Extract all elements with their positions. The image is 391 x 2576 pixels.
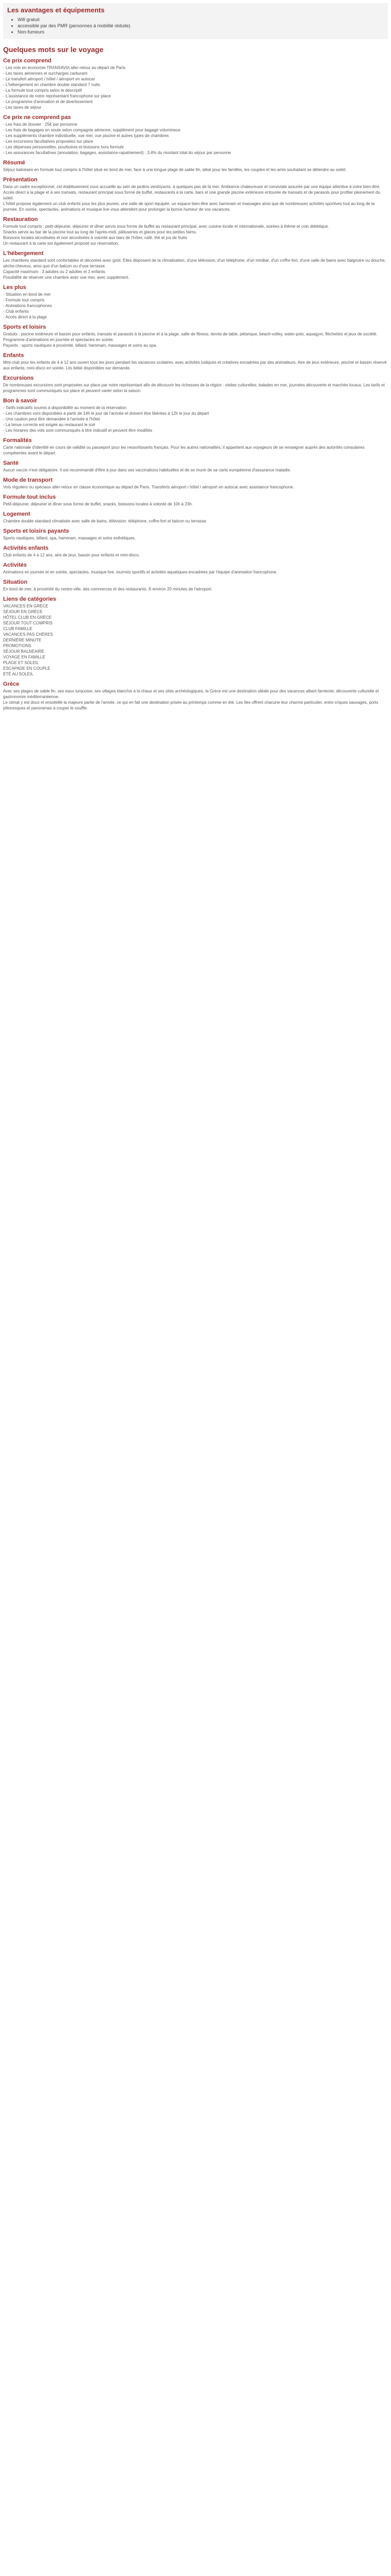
section-line: Club enfants de 4 à 12 ans, aire de jeux, bassin pour enfants et mini-disco. xyxy=(3,553,140,557)
section xyxy=(3,159,388,173)
section-heading: Restauration xyxy=(3,216,38,223)
section-line: - Club enfants xyxy=(3,309,29,314)
section-heading: Formalités xyxy=(3,437,32,444)
section-line: - Les vols en économie TRANSAVIA aller-retour au départ de Paris xyxy=(3,65,126,70)
sections xyxy=(3,57,388,711)
section-line: Formule tout compris : petit-déjeuner, déjeuner et dîner servis sous forme de buffet au restaurant principal, avec cuisine locale et internationale, soirées à thème et coin diététique. xyxy=(3,224,329,229)
section-line: - Les dépenses personnelles, pourboires et boissons hors formule xyxy=(3,145,124,149)
section-line: Petit-déjeuner, déjeuner et dîner sous forme de buffet, snacks, boissons locales à volonté de 10h à 23h. xyxy=(3,502,193,506)
section xyxy=(3,397,388,433)
section-line: PLAGE ET SOLEIL xyxy=(3,660,39,665)
section-line: - Les excursions facultatives proposées sur place xyxy=(3,139,93,144)
section-line: - Le transfert aéroport / hôtel / aéroport en autocar xyxy=(3,77,95,81)
section-line: - Accès direct à la plage xyxy=(3,315,47,319)
section-line: Aucun vaccin n'est obligatoire. Il est recommandé d'être à jour dans ses vaccinations habituelles et de se munir de sa carte européenne d'assurance maladie. xyxy=(3,468,291,472)
section-line: CLUB FAMILLE xyxy=(3,626,32,631)
section-heading: Activités xyxy=(3,562,27,568)
section-heading: Bon à savoir xyxy=(3,398,38,404)
section-heading: Résumé xyxy=(3,160,25,166)
section-line: Snacks servis au bar de la piscine tout au long de l'après-midi, pâtisseries et glaces pour les petites faims. xyxy=(3,230,197,234)
section xyxy=(3,216,388,246)
section-line: SÉJOUR EN GRÈCE xyxy=(3,609,43,614)
section-body xyxy=(3,688,388,711)
section-body xyxy=(3,184,388,212)
section-line: - Les taxes aériennes et surcharges carburant xyxy=(3,71,88,76)
section-line: Boissons locales alcoolisées et non alcoolisées à volonté aux bars de l'hôtel, café, thé et jus de fruits. xyxy=(3,235,188,240)
section-body xyxy=(3,224,388,246)
section-line: - Une caution peut être demandée à l'arrivée à l'hôtel xyxy=(3,417,100,421)
section xyxy=(3,579,388,592)
section-body xyxy=(3,360,388,371)
advantage-item: • Non-fumeurs xyxy=(18,29,384,35)
section-line: - Les frais de bagages en soute selon compagnie aérienne, supplément pour bagage volumineux xyxy=(3,128,181,132)
section-body xyxy=(3,603,388,677)
section-line: Animations en journée et en soirée, spectacles, musique live, tournois sportifs et activités aquatiques encadrées par l'équipe d'animation francophone. xyxy=(3,570,278,574)
section-line: VACANCES PAS CHÈRES xyxy=(3,632,53,637)
section xyxy=(3,250,388,280)
section-line: Avec ses plages de sable fin, ses eaux turquoise, ses villages blanchis à la chaux et ses sites archéologiques, la Grèce est une destination idéale pour des vacances alliant farniente, découverte culturelle et gastronomie méditerranéenne. xyxy=(3,689,379,699)
section-heading: Excursions xyxy=(3,375,34,381)
section xyxy=(3,57,388,110)
section-heading: Activités enfants xyxy=(3,545,49,551)
section-line: PROMOTIONS xyxy=(3,643,31,648)
section-line: Un restaurant à la carte est également proposé sur réservation. xyxy=(3,241,119,246)
section-line: ESCAPADE EN COUPLE xyxy=(3,666,51,671)
section-heading: Situation xyxy=(3,579,28,585)
section-line: - Les chambres sont disponibles à partir de 14h le jour de l'arrivée et doivent être libérées à 12h le jour du départ xyxy=(3,411,209,416)
section-line: Les chambres standard sont confortables et décorées avec goût. Elles disposent de la climatisation, d'une télévision, d'un téléphone, d'un minibar, d'un coffre-fort, d'une salle de bains avec baignoire ou douche, sèche-cheveux, ainsi que d'un balcon ou d'une terrasse. xyxy=(3,258,386,268)
section-line: - Les frais de dossier : 25€ par personne xyxy=(3,122,77,127)
section-line: - Formule tout compris xyxy=(3,298,45,302)
section-line: Vols réguliers ou spéciaux aller-retour en classe économique au départ de Paris. Transferts aéroport / hôtel / aéroport en autocar avec assistance francophone. xyxy=(3,485,294,489)
section-body xyxy=(3,292,388,320)
section-body xyxy=(3,501,388,507)
section-body xyxy=(3,552,388,558)
section-body xyxy=(3,122,388,156)
section xyxy=(3,176,388,212)
section-line: - Tarifs indicatifs soumis à disponibilité au moment de la réservation xyxy=(3,405,127,410)
section-line: DERNIÈRE MINUTE xyxy=(3,638,42,642)
section-heading: Sports et loisirs xyxy=(3,324,46,330)
section-body xyxy=(3,258,388,280)
section-line: - Les suppléments chambre individuelle, vue mer, vue piscine et autres types de chambres xyxy=(3,133,169,138)
section-body xyxy=(3,331,388,348)
section-line: Possibilité de réserver une chambre avec vue mer, avec supplément. xyxy=(3,275,129,280)
section-line: - La formule tout compris selon le descriptif xyxy=(3,88,82,93)
section-heading: L'hébergement xyxy=(3,250,44,257)
advantage-item: • accessible par des PMR (personnes à mobilité réduite) xyxy=(18,23,384,29)
section-body xyxy=(3,535,388,541)
section-body xyxy=(3,65,388,110)
section-line: De nombreuses excursions sont proposées sur place par notre représentant afin de découvrir les richesses de la région : visites culturelles, balades en mer, journées découverte et marchés locaux. Les tarifs et programmes sont communiqués sur place et peuvent varier selon la saison. xyxy=(3,383,385,393)
section-line: L'hôtel propose également un club enfants pour les plus jeunes, une salle de sport équipée, un espace bien-être avec hammam et massages ainsi que de nombreuses activités sportives tout au long de la journée. En soirée, spectacles, animations et musique live vous attendent pour prolonger la bonne humeur de vos vacances. xyxy=(3,201,375,212)
section xyxy=(3,494,388,507)
section xyxy=(3,562,388,575)
section-heading: Grèce xyxy=(3,681,20,687)
section-line: Séjour balnéaire en formule tout compris à l'hôtel situé en bord de mer, face à une longue plage de sable fin, idéal pour les familles, les couples et les amis souhaitant se détendre au soleil. xyxy=(3,167,347,172)
section-line: ÉTÉ AU SOLEIL xyxy=(3,672,34,676)
section-line: Dans un cadre exceptionnel, cet établissement vous accueille au sein de jardins verdoyants, à quelques pas de la mer. Ambiance chaleureuse et conviviale assurée par une équipe attentive à votre bien-être. Accès direct à la plage et à ses transats, restaurant principal sous forme de buffet, restaurants à la carte, bars et une grande piscine extérieure entourée de transats et de parasols pour profiter pleinement du soleil. xyxy=(3,184,381,200)
section-body xyxy=(3,518,388,524)
section-line: SÉJOUR BALNÉAIRE xyxy=(3,649,44,654)
section xyxy=(3,545,388,558)
section-heading: Ce prix ne comprend pas xyxy=(3,114,71,121)
section-heading: Santé xyxy=(3,460,19,466)
section-line: - Les taxes de séjour xyxy=(3,105,42,110)
advantage-item: • Wifi gratuit xyxy=(18,16,384,23)
section xyxy=(3,375,388,394)
section-line: - Le programme d'animation et de divertissement xyxy=(3,99,93,104)
section-body xyxy=(3,586,388,592)
section xyxy=(3,437,388,456)
section-body xyxy=(3,569,388,575)
section xyxy=(3,284,388,320)
section-line: Le climat y est doux et ensoleillé la majeure partie de l'année, ce qui en fait une destination prisée au printemps comme en été. Les îles offrent chacune leur charme particulier, entre criques sauvages, ports pittoresques et panoramas à couper le souffle. xyxy=(3,700,379,710)
section-line: Mini-club pour les enfants de 4 à 12 ans ouvert tous les jours pendant les vacances scolaires, avec activités ludiques et créatives encadrées par des animateurs. Aire de jeux extérieure, piscine et bassin réservé aux enfants, mini-disco en soirée. Lits bébé disponibles sur demande. xyxy=(3,360,387,370)
section-body xyxy=(3,467,388,473)
section-line: Sports nautiques, billard, spa, hammam, massages et soins esthétiques. xyxy=(3,536,136,540)
section-line: - L'hébergement en chambre double standard 7 nuits xyxy=(3,82,100,87)
section xyxy=(3,681,388,711)
section-body xyxy=(3,167,388,173)
section-heading: Les plus xyxy=(3,284,26,291)
section-line: VOYAGE EN FAMILLE xyxy=(3,655,45,659)
advantages-list xyxy=(7,16,384,35)
section-line: HÔTEL CLUB EN GRÈCE xyxy=(3,615,52,620)
section-heading: Enfants xyxy=(3,352,24,359)
section-line: - Les horaires des vols sont communiqués à titre indicatif et peuvent être modifiés xyxy=(3,428,153,433)
section-line: VACANCES EN GRÈCE xyxy=(3,604,48,608)
section-body xyxy=(3,382,388,394)
section-heading: Ce prix comprend xyxy=(3,58,52,64)
advantages-title: Les avantages et équipements xyxy=(7,6,105,14)
section-heading: Mode de transport xyxy=(3,477,53,483)
section-line: Gratuits : piscine extérieure et bassin pour enfants, transats et parasols à la piscine et à la plage, salle de fitness, tennis de table, pétanque, beach-volley, water-polo, aquagym, fléchettes et jeux de société. Programme d'animations en journée et spectacles en soirée. xyxy=(3,332,378,342)
section-line: En bord de mer, à proximité du centre-ville, des commerces et des restaurants. À environ 20 minutes de l'aéroport. xyxy=(3,587,213,591)
main-content xyxy=(0,41,391,720)
section xyxy=(3,596,388,677)
main-title: Quelques mots sur le voyage xyxy=(3,45,104,54)
section xyxy=(3,352,388,371)
section-body xyxy=(3,484,388,490)
section-body xyxy=(3,405,388,433)
section-line: - Animations francophones xyxy=(3,303,52,308)
section-heading: Logement xyxy=(3,511,30,517)
section-heading: Formule tout inclus xyxy=(3,494,56,500)
advantages-box xyxy=(3,3,388,39)
section xyxy=(3,114,388,156)
section-line: - Situation en bord de mer xyxy=(3,292,51,297)
section-body xyxy=(3,445,388,456)
section xyxy=(3,324,388,348)
section-line: - L'assistance de notre représentant francophone sur place xyxy=(3,94,111,98)
section xyxy=(3,460,388,473)
section xyxy=(3,528,388,541)
section-line: Carte nationale d'identité en cours de validité ou passeport pour les ressortissants français. Pour les autres nationalités, il appartient aux voyageurs de se renseigner auprès des autorités consulaires compétentes avant le départ. xyxy=(3,445,365,455)
page xyxy=(0,0,391,720)
section-line: SÉJOUR TOUT COMPRIS xyxy=(3,621,53,625)
section-heading: Présentation xyxy=(3,177,38,183)
section-heading: Liens de catégories xyxy=(3,596,56,602)
section xyxy=(3,477,388,490)
section-line: Capacité maximum : 3 adultes ou 2 adultes et 2 enfants. xyxy=(3,269,106,274)
section-line: Payants : sports nautiques à proximité, billard, hammam, massages et soins au spa. xyxy=(3,343,157,348)
section xyxy=(3,511,388,524)
section-heading: Sports et loisirs payants xyxy=(3,528,69,534)
section-line: Chambre double standard climatisée avec salle de bains, télévision, téléphone, coffre-fort et balcon ou terrasse. xyxy=(3,519,207,523)
section-line: - Les assurances facultatives (annulation, bagages, assistance-rapatriement) : 3,4% du montant total du séjour par personne xyxy=(3,150,231,155)
section-line: - La tenue correcte est exigée au restaurant le soir xyxy=(3,422,95,427)
